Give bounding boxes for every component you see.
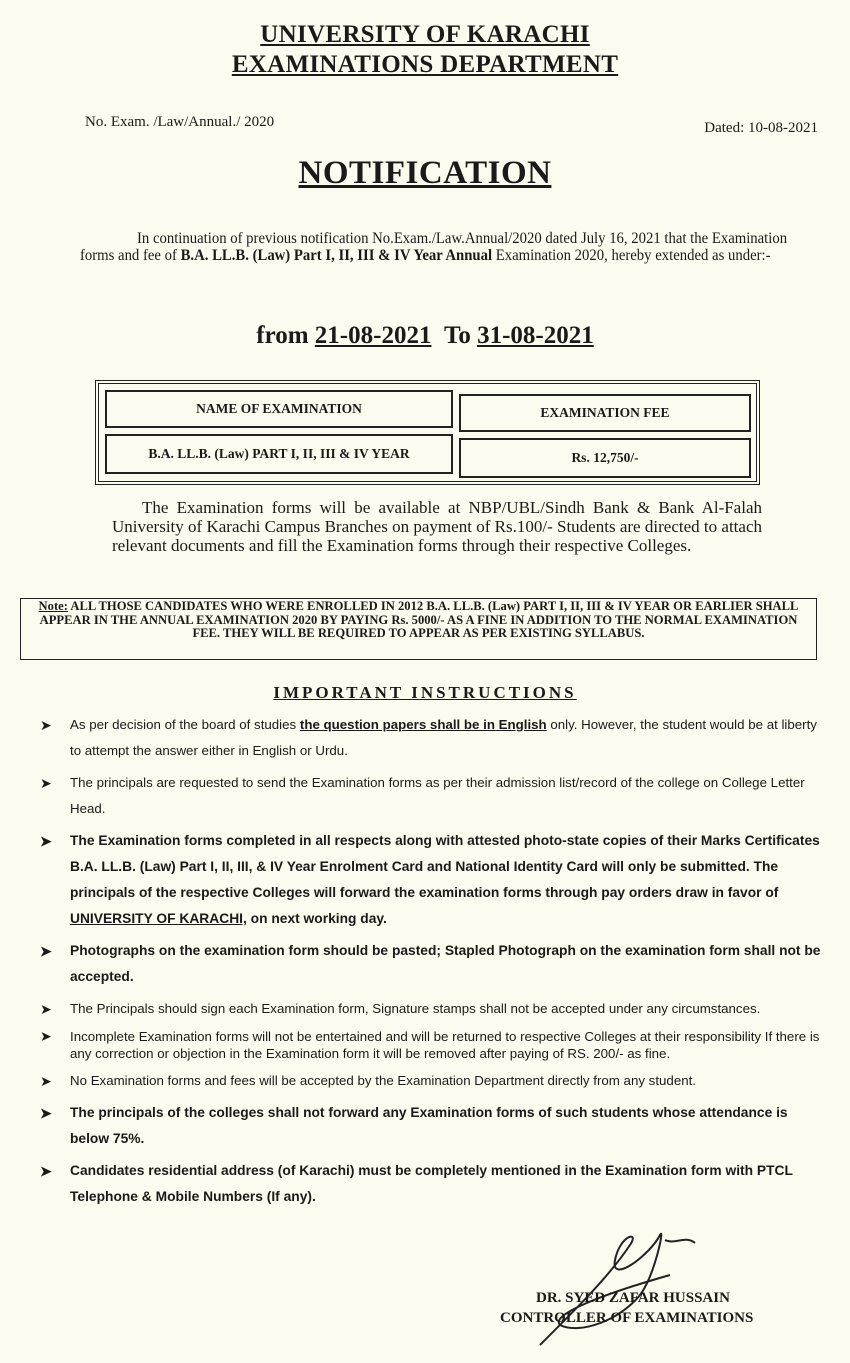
instructions-heading: IMPORTANT INSTRUCTIONS bbox=[273, 683, 577, 702]
arrow-bullet-icon: ➤ bbox=[40, 833, 52, 849]
date-range bbox=[0, 322, 850, 350]
date: Dated: 10-08-2021 bbox=[704, 120, 818, 136]
arrow-bullet-icon: ➤ bbox=[40, 1163, 52, 1179]
instruction-emphasis: the question papers shall be in English bbox=[299, 717, 547, 732]
instruction-item bbox=[40, 996, 825, 1022]
instruction-item bbox=[40, 770, 825, 822]
to-date: 31-08-2021 bbox=[477, 322, 594, 349]
arrow-bullet-icon: ➤ bbox=[40, 1073, 52, 1089]
department-name: EXAMINATIONS DEPARTMENT bbox=[231, 51, 619, 78]
arrow-bullet-icon: ➤ bbox=[40, 1001, 52, 1017]
exam-fee-cell: Rs. 12,750/- bbox=[459, 438, 751, 478]
instruction-text: Candidates residential address (of Karachi) must be completely mentioned in the Examination form with PTCL Telephone & Mobile Numbers (If any). bbox=[70, 1163, 793, 1204]
header-exam-fee: EXAMINATION FEE bbox=[459, 394, 751, 432]
signatory-block bbox=[500, 1288, 753, 1328]
note-label: Note: bbox=[38, 599, 68, 613]
intro-bold: B.A. LL.B. (Law) Part I, II, III & IV Year Annual bbox=[180, 247, 493, 264]
note-box bbox=[20, 598, 817, 660]
from-date: 21-08-2021 bbox=[314, 322, 432, 349]
note-text: ALL THOSE CANDIDATES WHO WERE ENROLLED IN 2012 B.A. LL.B. (Law) PART I, II, III & IV YEAR OR EARLIER SHALL APPEAR IN THE ANNUAL EXAMINATION 2020 BY PAYING Rs. 5000/- AS A FINE IN ADDITION TO THE NORMAL EXAMINATION FEE. THEY WILL BE REQUIRED TO APPEAR AS PER EXISTING SYLLABUS. bbox=[39, 599, 799, 640]
arrow-bullet-icon: ➤ bbox=[40, 775, 52, 791]
from-label: from bbox=[256, 322, 309, 349]
instruction-text: The principals of the colleges shall not forward any Examination forms of such students whose attendance is below 75%. bbox=[70, 1105, 788, 1146]
availability-paragraph bbox=[112, 498, 762, 555]
instruction-item bbox=[40, 712, 825, 764]
instruction-item bbox=[40, 938, 825, 990]
header-exam-name: NAME OF EXAMINATION bbox=[105, 390, 453, 428]
signature bbox=[520, 1215, 720, 1355]
instruction-text-end: only. However, the student would be at liberty to attempt the answer either in English or Urdu. bbox=[70, 717, 817, 758]
instructions-list bbox=[40, 712, 825, 1216]
fee-table bbox=[95, 380, 760, 485]
exam-name-cell: B.A. LL.B. (Law) PART I, II, III & IV YEAR bbox=[105, 434, 453, 474]
intro-text-end: Examination 2020, hereby extended as under:- bbox=[492, 247, 771, 264]
notification-title: NOTIFICATION bbox=[298, 155, 552, 191]
intro-text: In continuation of previous notification No.Exam./Law.Annual/2020 dated July 16, 2021 that the Examination forms and fee of bbox=[80, 230, 788, 264]
arrow-bullet-icon: ➤ bbox=[40, 1028, 52, 1044]
arrow-bullet-icon: ➤ bbox=[40, 717, 52, 733]
to-label: To bbox=[443, 322, 471, 349]
instruction-text: No Examination forms and fees will be accepted by the Examination Department directly from any student. bbox=[70, 1073, 696, 1088]
instruction-item bbox=[40, 1100, 825, 1152]
instruction-text-end: on next working day. bbox=[246, 911, 387, 926]
instruction-text: The Principals should sign each Examination form, Signature stamps shall not be accepted under any circumstances. bbox=[70, 1001, 761, 1016]
instruction-text: As per decision of the board of studies bbox=[70, 717, 300, 732]
arrow-bullet-icon: ➤ bbox=[40, 1105, 52, 1121]
instruction-text: Incomplete Examination forms will not be entertained and will be returned to respective Colleges at their responsibility If there is any correction or objection in the Examination form it will be removed after paying of RS. 200/- as fine. bbox=[70, 1029, 820, 1061]
instruction-text: The principals are requested to send the Examination forms as per their admission list/record of the college on College Letter Head. bbox=[70, 775, 805, 816]
instruction-item bbox=[40, 1028, 825, 1062]
instruction-item bbox=[40, 1068, 825, 1094]
university-name: UNIVERSITY OF KARACHI bbox=[260, 21, 590, 48]
instruction-item bbox=[40, 828, 825, 932]
signatory-name: DR. SYED ZAFAR HUSSAIN bbox=[536, 1290, 730, 1306]
availability-text: The Examination forms will be available at NBP/UBL/Sindh Bank & Bank Al-Falah University of Karachi Campus Branches on payment of Rs.100/- Students are directed to attach relevant documents and fill the Examination forms through their respective Colleges. bbox=[112, 498, 762, 555]
instruction-text: Photographs on the examination form should be pasted; Stapled Photograph on the examination form shall not be accepted. bbox=[70, 943, 821, 984]
reference-number: No. Exam. /Law/Annual./ 2020 bbox=[85, 114, 275, 130]
signatory-designation: CONTROLLER OF EXAMINATIONS bbox=[500, 1310, 754, 1326]
instruction-item bbox=[40, 1158, 825, 1210]
instruction-text: The Examination forms completed in all respects along with attested photo-state copies of their Marks Certificates B.A. LL.B. (Law) Part I, II, III, & IV Year Enrolment Card and National Identity Card will only be submitted. The principals of the respective Colleges will forward the examination forms through pay orders draw in favor of bbox=[70, 833, 820, 900]
arrow-bullet-icon: ➤ bbox=[40, 943, 52, 959]
instruction-emphasis: UNIVERSITY OF KARACHI, bbox=[70, 911, 247, 926]
intro-paragraph bbox=[80, 230, 802, 264]
